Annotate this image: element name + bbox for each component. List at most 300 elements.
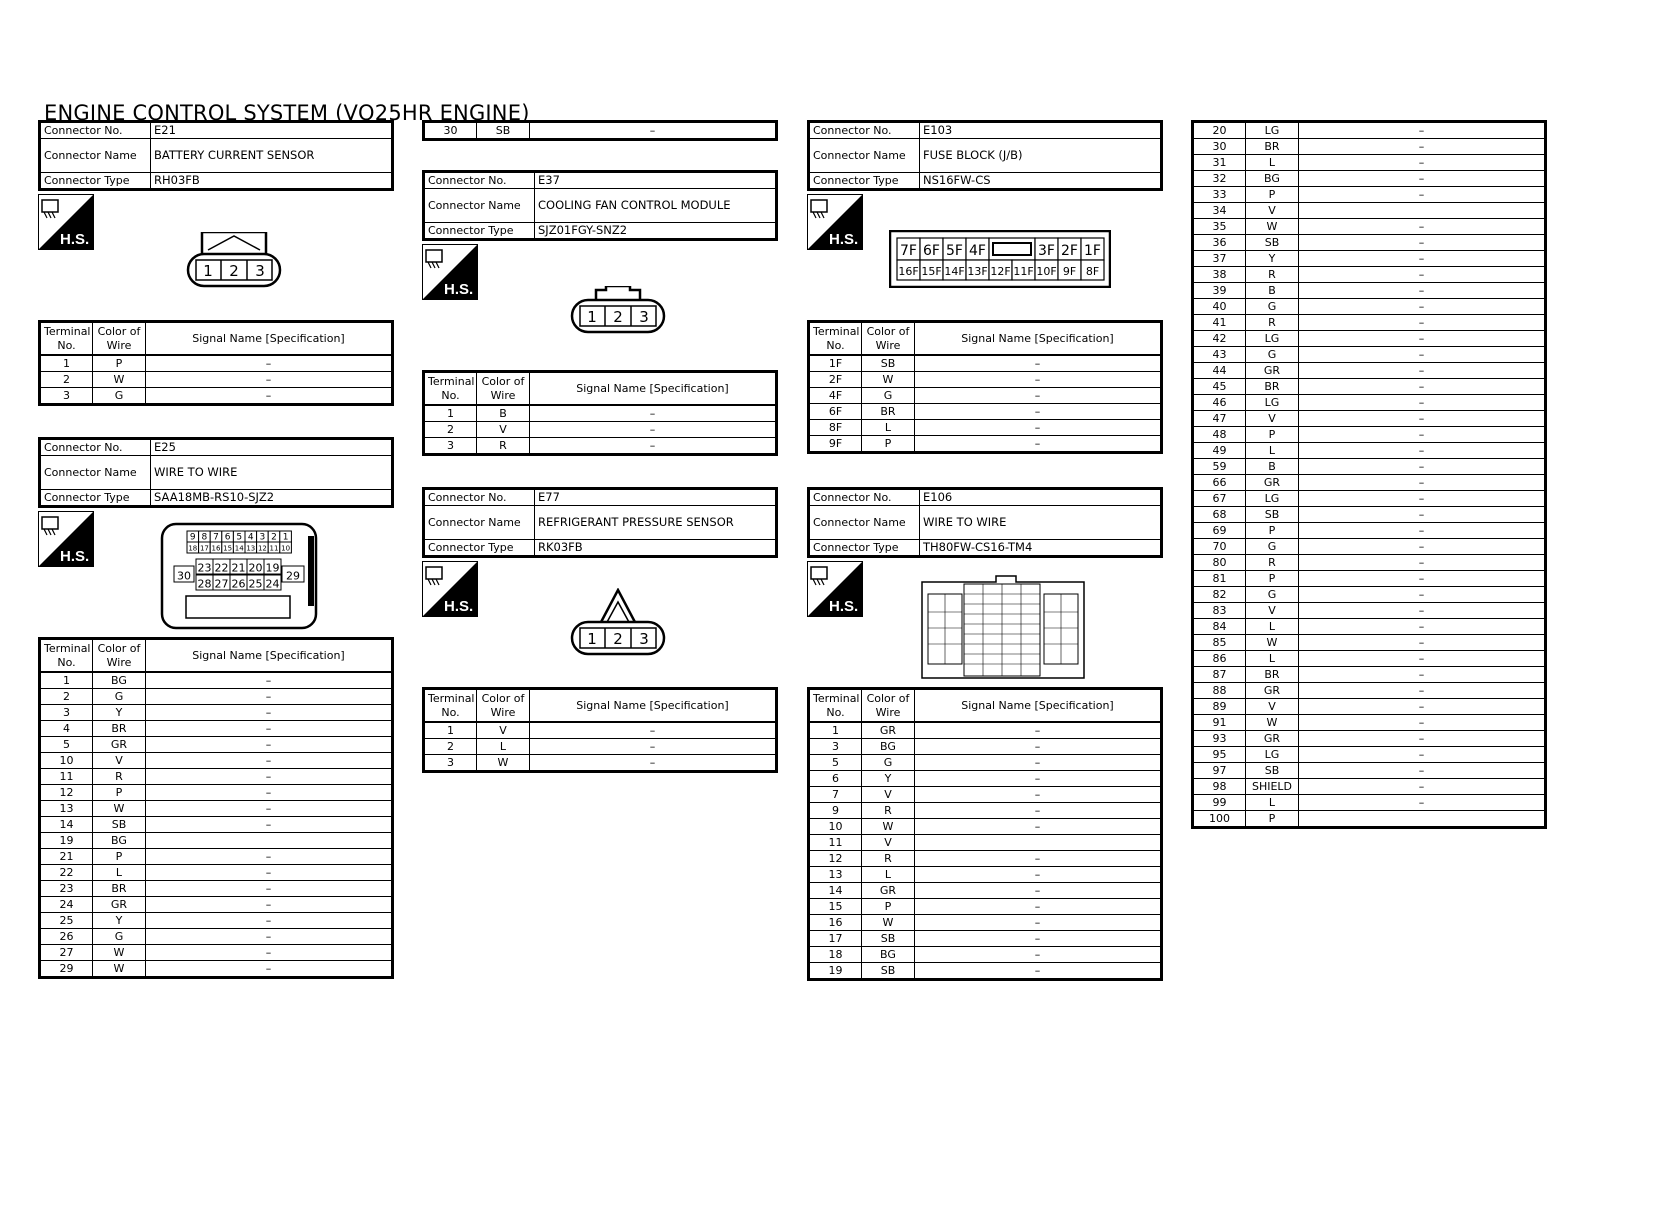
header-terminal-no: Terminal No.	[40, 322, 93, 356]
wire-color-cell: P	[1246, 811, 1299, 828]
table-row	[1193, 603, 1546, 619]
terminal-no-cell: 10	[809, 819, 862, 835]
signal-name-cell: –	[915, 851, 1162, 867]
terminal-no-cell: 18	[809, 947, 862, 963]
wire-color-cell: SB	[862, 963, 915, 980]
signal-name-cell: –	[530, 722, 777, 739]
signal-name-cell: –	[1299, 699, 1546, 715]
pin-label: 1	[587, 308, 597, 326]
signal-name-cell: –	[1299, 122, 1546, 139]
terminal-table-e103	[807, 320, 1163, 454]
wire-color-cell: BR	[1246, 667, 1299, 683]
pin-label: 29	[286, 569, 300, 583]
terminal-no-cell: 83	[1193, 603, 1246, 619]
terminal-no-cell: 9F	[809, 436, 862, 453]
wire-color-cell: SB	[93, 817, 146, 833]
signal-name-cell: –	[146, 769, 393, 785]
terminal-no-cell: 1	[40, 355, 93, 372]
pin-label: 8F	[1085, 265, 1100, 278]
wire-color-cell: L	[1246, 619, 1299, 635]
signal-name-cell: –	[1299, 587, 1546, 603]
pin-label: 14F	[944, 265, 965, 278]
terminal-no-cell: 6F	[809, 404, 862, 420]
table-row	[40, 672, 393, 689]
signal-name-cell: –	[1299, 683, 1546, 699]
terminal-no-cell: 11	[40, 769, 93, 785]
wire-color-cell: L	[1246, 651, 1299, 667]
signal-name-cell: –	[1299, 219, 1546, 235]
label-connector-no: Connector No.	[40, 439, 151, 456]
terminal-no-cell: 30	[1193, 139, 1246, 155]
wire-color-cell: P	[862, 899, 915, 915]
header-color: Color of Wire	[93, 322, 146, 356]
table-row	[1193, 571, 1546, 587]
wire-color-cell: B	[1246, 459, 1299, 475]
terminal-no-cell: 7	[809, 787, 862, 803]
signal-name-cell: –	[1299, 459, 1546, 475]
table-row	[809, 722, 1162, 739]
signal-name-cell: –	[1299, 395, 1546, 411]
terminal-no-cell: 2	[40, 689, 93, 705]
signal-name-cell: –	[146, 849, 393, 865]
pin-label: 2	[613, 308, 623, 326]
terminal-no-cell: 11	[809, 835, 862, 851]
signal-name-cell: –	[915, 947, 1162, 963]
signal-name-cell: –	[146, 672, 393, 689]
terminal-no-cell: 37	[1193, 251, 1246, 267]
pin-label: 10	[281, 544, 291, 553]
terminal-no-cell: 100	[1193, 811, 1246, 828]
wire-color-cell: W	[93, 945, 146, 961]
svg-text:H.S.: H.S.	[60, 231, 90, 248]
table-row	[809, 899, 1162, 915]
signal-name-cell: –	[915, 755, 1162, 771]
terminal-no-cell: 1	[40, 672, 93, 689]
terminal-no-cell: 45	[1193, 379, 1246, 395]
header-color: Color of Wire	[862, 689, 915, 723]
table-row	[1193, 299, 1546, 315]
signal-name-cell: –	[530, 405, 777, 422]
table-row	[40, 817, 393, 833]
terminal-table-e106-continued	[1191, 120, 1547, 829]
table-row	[1193, 763, 1546, 779]
terminal-no-cell: 31	[1193, 155, 1246, 171]
label-connector-name: Connector Name	[809, 506, 920, 540]
pin-label: 6F	[923, 243, 940, 259]
terminal-no-cell: 95	[1193, 747, 1246, 763]
wire-color-cell: LG	[1246, 491, 1299, 507]
signal-name-cell: –	[915, 388, 1162, 404]
wire-color-cell: BG	[862, 739, 915, 755]
signal-name-cell: –	[915, 355, 1162, 372]
table-row	[40, 388, 393, 405]
signal-name-cell: –	[1299, 763, 1546, 779]
signal-name-cell: –	[1299, 283, 1546, 299]
wire-color-cell: V	[93, 753, 146, 769]
terminal-table-e25	[38, 637, 394, 979]
connector-name-value: BATTERY CURRENT SENSOR	[151, 139, 393, 173]
table-row	[424, 122, 777, 140]
terminal-no-cell: 5	[809, 755, 862, 771]
table-row	[40, 689, 393, 705]
table-row	[1193, 122, 1546, 139]
terminal-no-cell: 1F	[809, 355, 862, 372]
signal-name-cell: –	[1299, 235, 1546, 251]
pin-label: 15F	[921, 265, 942, 278]
signal-name-cell: –	[1299, 635, 1546, 651]
wire-color-cell: V	[862, 835, 915, 851]
table-row	[40, 961, 393, 978]
label-connector-type: Connector Type	[40, 490, 151, 507]
label-connector-no: Connector No.	[424, 172, 535, 189]
wire-color-cell: GR	[1246, 363, 1299, 379]
wire-color-cell: SB	[1246, 235, 1299, 251]
pin-label: 2F	[1061, 243, 1078, 259]
table-row	[1193, 347, 1546, 363]
table-row	[1193, 539, 1546, 555]
pin-label: 16	[211, 544, 221, 553]
wire-color-cell: B	[477, 405, 530, 422]
table-row	[1193, 475, 1546, 491]
signal-name-cell: –	[146, 705, 393, 721]
pin-label: 1	[587, 630, 597, 648]
terminal-no-cell: 2F	[809, 372, 862, 388]
label-connector-type: Connector Type	[809, 173, 920, 190]
terminal-no-cell: 85	[1193, 635, 1246, 651]
pin-label: 19	[265, 561, 280, 575]
wire-color-cell: G	[862, 388, 915, 404]
connector-no-value: E37	[535, 172, 777, 189]
terminal-no-cell: 1	[809, 722, 862, 739]
terminal-no-cell: 25	[40, 913, 93, 929]
pin-label: 12F	[990, 265, 1011, 278]
terminal-no-cell: 36	[1193, 235, 1246, 251]
label-connector-name: Connector Name	[424, 189, 535, 223]
signal-name-cell: –	[915, 883, 1162, 899]
terminal-no-cell: 67	[1193, 491, 1246, 507]
terminal-no-cell: 19	[809, 963, 862, 980]
pin-label: 1F	[1084, 243, 1101, 259]
connector-name-value: COOLING FAN CONTROL MODULE	[535, 189, 777, 223]
header-color: Color of Wire	[477, 372, 530, 406]
terminal-no-cell: 13	[809, 867, 862, 883]
connector-info-e25	[38, 437, 394, 508]
wire-color-cell: R	[1246, 555, 1299, 571]
harness-side-icon	[38, 511, 94, 567]
terminal-no-cell: 97	[1193, 763, 1246, 779]
header-terminal-no: Terminal No.	[424, 689, 477, 723]
wire-color-cell: P	[93, 785, 146, 801]
terminal-no-cell: 3	[424, 755, 477, 772]
pin-label: 26	[231, 577, 246, 591]
table-row	[809, 867, 1162, 883]
wire-color-cell: BR	[1246, 379, 1299, 395]
wire-color-cell: BR	[862, 404, 915, 420]
wire-color-cell: V	[1246, 411, 1299, 427]
connector-info-e103	[807, 120, 1163, 191]
signal-name-cell: –	[1299, 571, 1546, 587]
table-row	[40, 753, 393, 769]
pin-label: 18	[188, 544, 198, 553]
wire-color-cell: SB	[862, 355, 915, 372]
pin-label: 16F	[898, 265, 919, 278]
header-terminal-no: Terminal No.	[424, 372, 477, 406]
wire-color-cell: P	[1246, 427, 1299, 443]
connector-info-e106	[807, 487, 1163, 558]
table-row	[1193, 747, 1546, 763]
connector-no-value: E106	[920, 489, 1162, 506]
label-connector-type: Connector Type	[40, 173, 151, 190]
wire-color-cell: W	[1246, 715, 1299, 731]
signal-name-cell: –	[1299, 555, 1546, 571]
table-row	[1193, 363, 1546, 379]
terminal-no-cell: 20	[1193, 122, 1246, 139]
signal-name-cell: –	[1299, 315, 1546, 331]
wire-color-cell: V	[1246, 603, 1299, 619]
table-row	[809, 420, 1162, 436]
table-row	[809, 739, 1162, 755]
wire-color-cell: R	[862, 851, 915, 867]
signal-name-cell: –	[915, 867, 1162, 883]
label-connector-type: Connector Type	[424, 540, 535, 557]
pin-label: 13F	[967, 265, 988, 278]
wire-color-cell: P	[93, 849, 146, 865]
connector-name-value: REFRIGERANT PRESSURE SENSOR	[535, 506, 777, 540]
table-row	[1193, 219, 1546, 235]
pin-label: 9F	[1062, 265, 1077, 278]
terminal-no-cell: 48	[1193, 427, 1246, 443]
wire-color-cell: G	[1246, 587, 1299, 603]
pin-label: 11	[269, 544, 279, 553]
wire-color-cell: R	[477, 438, 530, 455]
signal-name-cell: –	[915, 931, 1162, 947]
wire-color-cell: BR	[93, 881, 146, 897]
header-terminal-no: Terminal No.	[809, 322, 862, 356]
header-color: Color of Wire	[93, 639, 146, 673]
signal-name-cell: –	[1299, 379, 1546, 395]
table-row	[1193, 171, 1546, 187]
signal-name-cell: –	[146, 897, 393, 913]
signal-name-cell	[915, 835, 1162, 851]
signal-name-cell: –	[1299, 779, 1546, 795]
table-row	[809, 355, 1162, 372]
wire-color-cell: L	[1246, 795, 1299, 811]
table-row	[809, 755, 1162, 771]
table-row	[40, 737, 393, 753]
wire-color-cell: B	[1246, 283, 1299, 299]
table-row	[424, 722, 777, 739]
signal-name-cell: –	[1299, 603, 1546, 619]
header-signal: Signal Name [Specification]	[915, 689, 1162, 723]
terminal-no-cell: 14	[40, 817, 93, 833]
signal-name-cell: –	[146, 689, 393, 705]
wire-color-cell: GR	[862, 883, 915, 899]
terminal-no-cell: 82	[1193, 587, 1246, 603]
terminal-no-cell: 22	[40, 865, 93, 881]
wire-color-cell: P	[862, 436, 915, 453]
wire-color-cell: V	[1246, 699, 1299, 715]
table-row	[1193, 811, 1546, 828]
wire-color-cell: W	[1246, 635, 1299, 651]
signal-name-cell: –	[1299, 523, 1546, 539]
wire-color-cell: G	[93, 689, 146, 705]
connector-type-value: RK03FB	[535, 540, 777, 557]
table-row	[40, 929, 393, 945]
table-row	[1193, 523, 1546, 539]
signal-name-cell: –	[146, 388, 393, 405]
terminal-no-cell: 3	[424, 438, 477, 455]
table-row	[809, 436, 1162, 453]
pin-label: 2	[229, 262, 239, 280]
signal-name-cell: –	[1299, 427, 1546, 443]
wire-color-cell: G	[93, 388, 146, 405]
terminal-no-cell: 41	[1193, 315, 1246, 331]
pin-label: 2	[613, 630, 623, 648]
terminal-no-cell: 98	[1193, 779, 1246, 795]
terminal-no-cell: 81	[1193, 571, 1246, 587]
signal-name-cell	[1299, 203, 1546, 219]
signal-name-cell: –	[915, 915, 1162, 931]
pin-label: 5F	[946, 243, 963, 259]
connector-diagram-e77	[570, 588, 666, 662]
table-row	[1193, 635, 1546, 651]
signal-name-cell: –	[915, 819, 1162, 835]
connector-type-value: SJZ01FGY-SNZ2	[535, 223, 777, 240]
label-connector-name: Connector Name	[809, 139, 920, 173]
label-connector-type: Connector Type	[809, 540, 920, 557]
terminal-no-cell: 46	[1193, 395, 1246, 411]
wire-color-cell: LG	[1246, 331, 1299, 347]
signal-name-cell: –	[915, 436, 1162, 453]
signal-name-cell: –	[1299, 475, 1546, 491]
wire-color-cell: GR	[1246, 731, 1299, 747]
wire-color-cell: L	[1246, 443, 1299, 459]
signal-name-cell: –	[1299, 619, 1546, 635]
header-terminal-no: Terminal No.	[809, 689, 862, 723]
wire-color-cell: R	[1246, 315, 1299, 331]
header-signal: Signal Name [Specification]	[530, 372, 777, 406]
table-row	[1193, 795, 1546, 811]
signal-name-cell: –	[146, 372, 393, 388]
table-row	[1193, 379, 1546, 395]
terminal-no-cell: 59	[1193, 459, 1246, 475]
wire-color-cell: P	[93, 355, 146, 372]
wire-color-cell: G	[1246, 539, 1299, 555]
table-row	[1193, 667, 1546, 683]
pin-label: 27	[214, 577, 229, 591]
table-row	[809, 947, 1162, 963]
wire-color-cell: R	[93, 769, 146, 785]
table-row	[40, 785, 393, 801]
table-row	[424, 739, 777, 755]
terminal-no-cell: 69	[1193, 523, 1246, 539]
header-color: Color of Wire	[862, 322, 915, 356]
wire-color-cell: W	[93, 961, 146, 978]
wire-color-cell: V	[1246, 203, 1299, 219]
harness-side-icon	[422, 561, 478, 617]
signal-name-cell: –	[530, 739, 777, 755]
terminal-no-cell: 38	[1193, 267, 1246, 283]
terminal-no-cell: 1	[424, 405, 477, 422]
wire-color-cell: G	[1246, 299, 1299, 315]
pin-label: 17	[199, 544, 209, 553]
table-row	[40, 897, 393, 913]
signal-name-cell: –	[1299, 443, 1546, 459]
signal-name-cell: –	[1299, 155, 1546, 171]
connector-diagram-e103	[889, 230, 1111, 292]
terminal-no-cell: 8F	[809, 420, 862, 436]
pin-label: 3	[255, 262, 265, 280]
header-color: Color of Wire	[477, 689, 530, 723]
label-connector-name: Connector Name	[424, 506, 535, 540]
terminal-no-cell: 15	[809, 899, 862, 915]
table-row	[40, 849, 393, 865]
pin-label: 30	[177, 569, 191, 583]
signal-name-cell: –	[1299, 795, 1546, 811]
terminal-no-cell: 3	[809, 739, 862, 755]
signal-name-cell: –	[1299, 731, 1546, 747]
table-row	[809, 771, 1162, 787]
connector-no-value: E77	[535, 489, 777, 506]
wire-color-cell: GR	[93, 897, 146, 913]
table-row	[40, 865, 393, 881]
terminal-no-cell: 91	[1193, 715, 1246, 731]
connector-diagram-e25	[160, 522, 318, 634]
signal-name-cell	[146, 833, 393, 849]
table-row	[1193, 139, 1546, 155]
terminal-no-cell: 5	[40, 737, 93, 753]
wire-color-cell: R	[862, 803, 915, 819]
signal-name-cell	[1299, 811, 1546, 828]
wire-color-cell: GR	[93, 737, 146, 753]
header-signal: Signal Name [Specification]	[146, 322, 393, 356]
label-connector-type: Connector Type	[424, 223, 535, 240]
terminal-table-e25-continued	[422, 120, 778, 141]
signal-name-cell: –	[146, 881, 393, 897]
terminal-no-cell: 3	[40, 705, 93, 721]
connector-name-value: WIRE TO WIRE	[920, 506, 1162, 540]
pin-label: 11F	[1013, 265, 1034, 278]
connector-type-value: SAA18MB-RS10-SJZ2	[151, 490, 393, 507]
terminal-no-cell: 80	[1193, 555, 1246, 571]
terminal-no-cell: 99	[1193, 795, 1246, 811]
signal-name-cell: –	[530, 438, 777, 455]
signal-name-cell: –	[1299, 715, 1546, 731]
table-row	[1193, 187, 1546, 203]
connector-info-e21	[38, 120, 394, 191]
table-row	[809, 819, 1162, 835]
terminal-no-cell: 43	[1193, 347, 1246, 363]
table-row	[1193, 587, 1546, 603]
wire-color-cell: V	[862, 787, 915, 803]
table-row	[1193, 331, 1546, 347]
signal-name-cell: –	[915, 771, 1162, 787]
table-row	[1193, 507, 1546, 523]
table-row	[809, 915, 1162, 931]
terminal-no-cell: 17	[809, 931, 862, 947]
wire-color-cell: W	[93, 801, 146, 817]
pin-label: 12	[257, 544, 267, 553]
terminal-no-cell: 14	[809, 883, 862, 899]
harness-side-icon	[807, 561, 863, 617]
wire-color-cell: Y	[93, 913, 146, 929]
wire-color-cell: SHIELD	[1246, 779, 1299, 795]
table-row	[40, 833, 393, 849]
signal-name-cell: –	[530, 755, 777, 772]
signal-name-cell: –	[1299, 187, 1546, 203]
table-row	[1193, 619, 1546, 635]
pin-label: 25	[248, 577, 263, 591]
